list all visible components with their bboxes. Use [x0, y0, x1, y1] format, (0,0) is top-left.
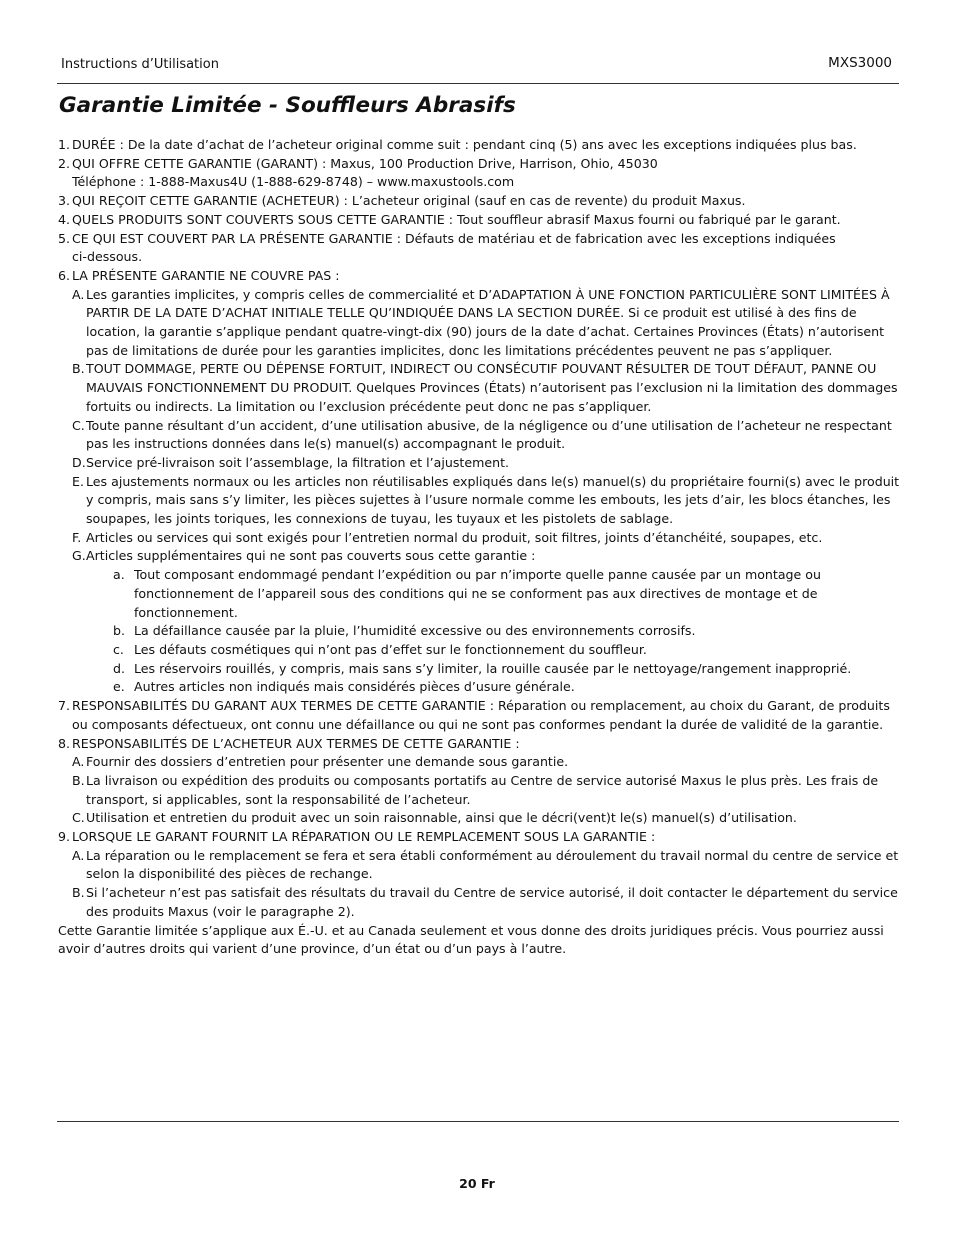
sub-sub-item-letter: b.: [113, 623, 125, 639]
sub-sub-item-text: Les défauts cosmétiques qui n’ont pas d’effet sur le fonctionnement du souffleur.: [134, 641, 647, 657]
list-item-5: [58, 230, 903, 249]
item-text: QUI REÇOIT CETTE GARANTIE (ACHETEUR) : L’acheteur original (sauf en cas de revente) du produit Maxus.: [72, 193, 746, 209]
item-text: CE QUI EST COUVERT PAR LA PRÉSENTE GARANTIE : Défauts de matériau et de fabrication avec les exceptions indiquées: [72, 230, 836, 246]
header-divider: [57, 83, 899, 84]
item-number: 4.: [58, 211, 71, 227]
sub-item-letter: C.: [72, 417, 85, 433]
sub-item-text: Les ajustements normaux ou les articles non réutilisables expliqués dans le(s) manuel(s) du propriétaire fourni(s) avec le produit y compris, mais sans s’y limiter, les pièces sujettes à l’usure normale comme les embouts, les jets d’air, les blocs étanches, les soupapes, les joints toriques, les connexions de tuyau, les tuyaux et les pistolets de sablage.: [86, 473, 900, 527]
sub-item-letter: D.: [72, 454, 86, 470]
item-text: RESPONSABILITÉS DE L’ACHETEUR AUX TERMES DE CETTE GARANTIE :: [72, 735, 520, 751]
item-number: 5.: [58, 230, 71, 246]
item-text: QUI OFFRE CETTE GARANTIE (GARANT) : Maxus, 100 Production Drive, Harrison, Ohio, 45030: [72, 155, 658, 171]
sub-sub-item-text: Autres articles non indiqués mais considérés pièces d’usure générale.: [134, 679, 575, 695]
sub-sub-item-letter: e.: [113, 679, 125, 695]
item-text: LA PRÉSENTE GARANTIE NE COUVRE PAS :: [72, 267, 340, 283]
sub-item-6b: [58, 360, 903, 416]
sub-item-6c: [58, 417, 903, 454]
sub-item-text: Service pré-livraison soit l’assemblage, la filtration et l’ajustement.: [86, 454, 510, 470]
list-item-9: [58, 828, 903, 847]
sub-item-text: Si l’acheteur n’est pas satisfait des résultats du travail du Centre de service autorisé, il doit contacter le département du service des produits Maxus (voir le paragraphe 2).: [86, 885, 898, 919]
sub-item-text: Toute panne résultant d’un accident, d’une utilisation abusive, de la négligence ou d’une utilisation de l’acheteur ne respectant pas les instructions données dans le(s) manuel(s) accompagnant le produit.: [86, 417, 892, 452]
sub-item-9b: [58, 884, 903, 921]
list-item-8: [58, 735, 903, 754]
footer-divider: [57, 1121, 899, 1122]
model-number: MXS3000: [828, 55, 892, 71]
item-number: 1.: [58, 137, 71, 152]
sub-item-letter: E.: [72, 473, 84, 489]
running-header-title: Instructions d’Utilisation: [61, 57, 219, 72]
sub-item-6g: [58, 547, 903, 566]
sub-item-text: Articles supplémentaires qui ne sont pas couverts sous cette garantie :: [86, 548, 536, 564]
list-item-2-continuation: Téléphone : 1-888-Maxus4U (1-888-629-8748) – www.maxustools.com: [72, 174, 515, 190]
item-number: 2.: [58, 155, 71, 171]
list-item-3: [58, 192, 903, 211]
item-text: RESPONSABILITÉS DU GARANT AUX TERMES DE CETTE GARANTIE : Réparation ou remplacement, au choix du Garant, de produits ou composants défectueux, ont connu une défaillance ou qui ne sont pas conformes pendant la durée de validité de la garantie.: [72, 698, 890, 732]
sub-sub-item-6g-a: [58, 566, 903, 622]
sub-item-letter: B.: [72, 772, 85, 788]
sub-item-text: Les garanties implicites, y compris celles de commercialité et D’ADAPTATION À UNE FONCTION PARTICULIÈRE SONT LIMITÉES À PARTIR DE LA DATE D’ACHAT INITIALE TELLE QU’INDIQUÉE DANS LA SECTION DURÉE. Si ce produit est utilisé à des fins de location, la garantie s’applique pendant quatre-vingt-dix (90) jours de la date d’achat. Certaines Provinces (États) n’autorisent pas de limitations de durée pour les garanties implicites, donc les limitations précédentes peuvent ne pas s’appliquer.: [86, 286, 890, 358]
sub-item-text: Fournir des dossiers d’entretien pour présenter une demande sous garantie.: [86, 754, 569, 770]
sub-item-text: La réparation ou le remplacement se fera et sera établi conformément au déroulement du travail normal du centre de service et selon la disponibilité des pièces de rechange.: [86, 847, 899, 882]
closing-paragraph: Cette Garantie limitée s’applique aux É.-U. et au Canada seulement et vous donne des droits juridiques précis. Vous pourriez aussi avoir d’autres droits qui varient d’une province, d’un état ou d’un pays à l’autre.: [58, 922, 884, 957]
list-item-1: [58, 136, 903, 155]
sub-item-9a: [58, 847, 903, 884]
list-item-2: [58, 155, 903, 174]
list-item-4: [58, 211, 903, 230]
warranty-text: [58, 136, 903, 959]
sub-item-6a: [58, 286, 903, 361]
item-text: DURÉE : De la date d’achat de l’acheteur original comme suit : pendant cinq (5) ans avec les exceptions indiquées plus bas.: [72, 137, 857, 152]
item-number: 8.: [58, 735, 71, 751]
sub-sub-item-6g-d: [58, 660, 903, 679]
sub-item-text: TOUT DOMMAGE, PERTE OU DÉPENSE FORTUIT, INDIRECT OU CONSÉCUTIF POUVANT RÉSULTER DE TOUT DÉFAUT, PANNE OU MAUVAIS FONCTIONNEMENT DU PRODUIT. Quelques Provinces (États) n’autorisent pas l’exclusion ni la limitation des dommages fortuits ou indirects. La limitation ou l’exclusion précédente peut donc ne pas s’appliquer.: [86, 361, 898, 414]
page-number: 20 Fr: [459, 1176, 495, 1191]
sub-item-6f: [58, 529, 903, 548]
sub-sub-item-letter: d.: [113, 660, 125, 676]
list-item-7: [58, 697, 903, 734]
sub-sub-item-6g-c: [58, 641, 903, 660]
sub-item-text: Articles ou services qui sont exigés pour l’entretien normal du produit, soit filtres, joints d’étanchéité, soupapes, etc.: [86, 529, 823, 545]
sub-sub-item-text: Les réservoirs rouillés, y compris, mais sans s’y limiter, la rouille causée par le nettoyage/rangement inapproprié.: [134, 660, 852, 676]
sub-item-letter: A.: [72, 286, 85, 302]
list-item-5-continuation: ci-dessous.: [72, 249, 143, 265]
list-item-6: [58, 267, 903, 286]
item-text: QUELS PRODUITS SONT COUVERTS SOUS CETTE GARANTIE : Tout souffleur abrasif Maxus fourni ou fabriqué par le garant.: [72, 211, 841, 227]
item-number: 9.: [58, 829, 71, 845]
sub-sub-item-letter: a.: [113, 567, 125, 583]
sub-item-letter: B.: [72, 885, 85, 901]
item-number: 7.: [58, 698, 71, 714]
item-number: 3.: [58, 193, 71, 209]
sub-sub-item-text: Tout composant endommagé pendant l’expédition ou par n’importe quelle panne causée par un montage ou fonctionnement de l’appareil sous des conditions qui ne se conforment pas aux directives de montage et de fonctionnement.: [134, 567, 821, 620]
sub-item-letter: A.: [72, 754, 85, 770]
sub-item-letter: G.: [72, 548, 86, 564]
sub-item-8a: [58, 753, 903, 772]
page-title: Garantie Limitée - Souffleurs Abrasifs: [59, 93, 516, 118]
item-number: 6.: [58, 267, 71, 283]
sub-item-8b: [58, 772, 903, 809]
sub-item-letter: A.: [72, 847, 85, 863]
sub-sub-item-text: La défaillance causée par la pluie, l’humidité excessive ou des environnements corrosifs.: [134, 623, 696, 639]
sub-item-6e: [58, 473, 903, 529]
sub-sub-item-6g-b: [58, 622, 903, 641]
sub-item-letter: F.: [72, 529, 82, 545]
sub-item-letter: C.: [72, 810, 85, 826]
sub-item-text: La livraison ou expédition des produits ou composants portatifs au Centre de service autorisé Maxus le plus près. Les frais de transport, si applicables, sont la responsabilité de l’acheteur.: [86, 772, 879, 807]
sub-item-8c: [58, 809, 903, 828]
item-text: LORSQUE LE GARANT FOURNIT LA RÉPARATION OU LE REMPLACEMENT SOUS LA GARANTIE :: [72, 829, 656, 845]
sub-sub-item-6g-e: [58, 678, 903, 697]
sub-item-6d: [58, 454, 903, 473]
sub-item-text: Utilisation et entretien du produit avec un soin raisonnable, ainsi que le décri(vent)t le(s) manuel(s) d’utilisation.: [86, 810, 797, 826]
sub-sub-item-letter: c.: [113, 641, 124, 657]
sub-item-letter: B.: [72, 361, 85, 377]
